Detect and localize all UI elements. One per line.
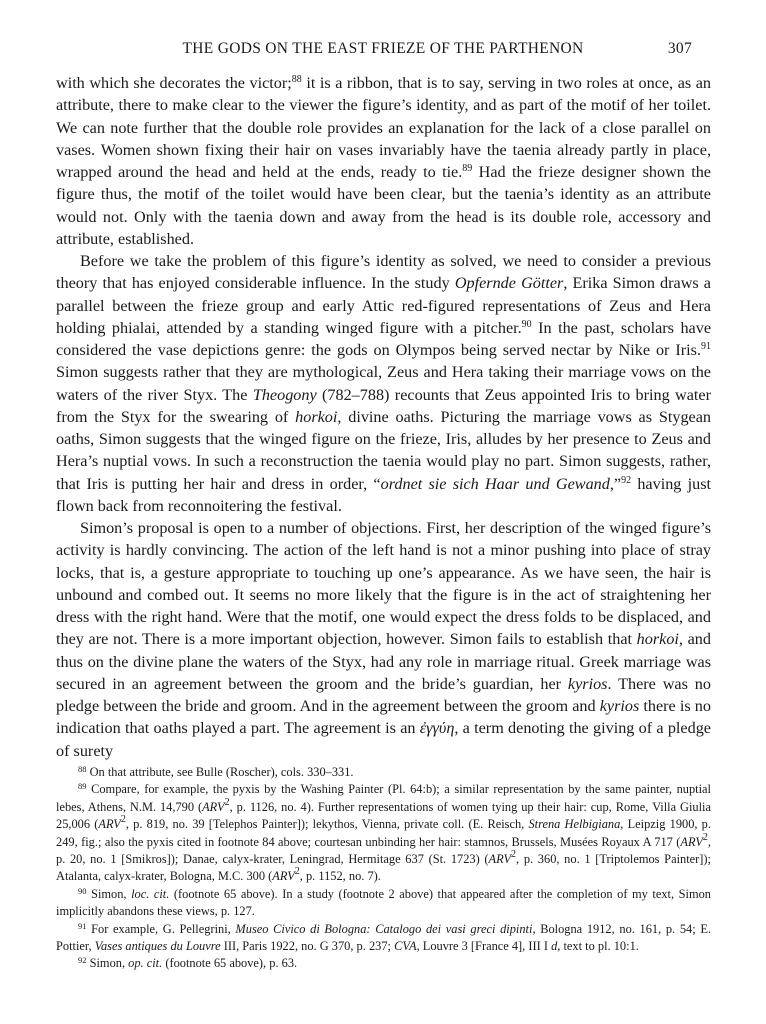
text-run: ,”	[609, 474, 622, 493]
italic-text: ARV	[680, 834, 703, 849]
text-run: with which she decorates the victor;	[56, 74, 292, 92]
paragraph-1	[56, 72, 711, 250]
running-head	[0, 40, 766, 60]
footnote-number: 89	[78, 781, 87, 792]
text-run: Before we take the problem of this figure’s identity as solved, we need to consider a previous theory that has enjoyed considerable influence. In the study	[56, 252, 711, 293]
italic-text: kyrios	[599, 697, 640, 715]
italic-text: ARV	[272, 869, 295, 884]
page-number: 307	[667, 40, 692, 57]
paragraph-3	[56, 517, 711, 762]
italic-text: ARV	[98, 817, 121, 832]
text-run: For example, G. Pellegrini,	[86, 921, 236, 936]
italic-text: ARV	[202, 799, 225, 814]
text-run: , p. 360, no. 1 [Triptolemos Painter]); Atalanta, calyx-krater, Bologna, M.C. 300 (	[56, 852, 711, 884]
italic-text: op. cit.	[128, 956, 163, 971]
italic-text: Strena Helbigiana	[528, 817, 621, 832]
text-run: , Bologna 1912, no. 161, p. 54; E. Pottier,	[56, 921, 711, 954]
note-ref: 89	[462, 163, 473, 174]
text-run: Compare, for example, the pyxis by the Washing Painter (Pl. 64:b); a similar representation by the same painter, nuptial lebes, Athens, N.M. 14,790 (	[56, 782, 711, 814]
text-run: . There was no pledge between the bride and groom. And in the agreement between the groom and	[56, 674, 711, 715]
text-run: Simon,	[86, 886, 132, 901]
footnote-91	[56, 921, 711, 956]
paragraph-2	[56, 250, 711, 517]
text-run: Simon’s proposal is open to a number of objections. First, her description of the winged figure’s activity is hardly convincing. The action of the left hand is not a minor pushing into place of stray locks, that is, a gesture appropriate to touching up one’s appearance. As we have seen, the hair is unbound and combed out. It seems no more likely that the figure is in the act of straightening her dress with the right hand. Were that the motif, one would expect the dress folds to be displaced, and they are not. There is a more important objection, however. Simon fails to establish that	[56, 519, 711, 649]
note-ref: 2	[702, 831, 708, 843]
italic-text: Vases antiques du Louvre	[94, 939, 221, 954]
italic-text: ordnet sie sich Haar und Gewand	[380, 474, 610, 493]
text-run: , p. 1126, no. 4). Further representations of women tying up their hair: cup, Rome, Villa Giulia 25,006 (	[56, 799, 711, 832]
note-ref: 2	[120, 814, 126, 826]
text-run: (782–788) recounts that Zeus appointed Iris to bring water from the Styx for the swearing of	[56, 385, 711, 426]
text-run: , p. 819, no. 39 [Telephos Painter]); lekythos, Vienna, private coll. (E. Reisch,	[125, 817, 529, 832]
italic-text: ἐγγύη	[419, 719, 455, 738]
note-ref: 2	[294, 866, 300, 878]
text-run: , text to pl. 10:1.	[557, 939, 639, 954]
text-run: On that attribute, see Bulle (Roscher), cols. 330–331.	[86, 765, 354, 779]
text-run: , p. 1152, no. 7).	[299, 869, 381, 884]
text-run: Had the frieze designer shown the figure thus, the motif of the toilet would have been clear, but the taenia’s identity as an attribute would not. Only with the taenia down and away from the head is its double role, accessory and attribute, established.	[56, 163, 711, 248]
italic-text: d	[551, 939, 558, 954]
italic-text: CVA	[394, 939, 417, 954]
text-run: it is a ribbon, that is to say, serving in two roles at once, as an attribute, there to make clear to the viewer the figure’s identity, and as part of the motif of her toilet. We can note further that the double role provides an explanation for the lack of a close parallel on vases. Women shown fixing their hair on vases invariably have the taenia already partly in place, wrapped around the head and held at the ends, ready to tie.	[56, 74, 712, 181]
footnote-number: 88	[78, 764, 87, 774]
text-run: having just flown back from reconnoitering the festival.	[56, 474, 711, 515]
footnote-89	[56, 781, 711, 885]
text-run: , Leipzig 1900, p. 249, fig.; also the pyxis cited in footnote 84 above; courtesan unbinding her hair: stamnos, Brussels, Musées Royaux A 717 (	[56, 817, 711, 849]
italic-text: Opfernde Götter	[454, 274, 564, 293]
note-ref: 2	[511, 849, 517, 861]
text-run: , Louvre 3 [France 4], III I	[416, 939, 552, 954]
text-run: III, Paris 1922, no. G 370, p. 237;	[220, 939, 395, 954]
note-ref: 90	[521, 318, 532, 330]
footnote-88	[56, 764, 711, 781]
footnote-90	[56, 886, 711, 921]
text-run: Simon suggests rather that they are mythological, Zeus and Hera taking their marriage vows on the waters of the river Styx. The	[56, 363, 711, 404]
text-run: , divine oaths. Picturing the marriage vows as Stygean oaths, Simon suggests that the winged figure on the frieze, Iris, alludes by her presence to Zeus and Hera’s nuptial vows. In such a reconstruction the taenia would play no part. Simon suggests, rather, that Iris is putting her hair and dress in order, “	[56, 407, 711, 493]
note-ref: 88	[291, 74, 302, 85]
running-title: THE GODS ON THE EAST FRIEZE OF THE PARTHENON	[182, 40, 584, 57]
footnote-number: 91	[78, 920, 87, 931]
text-run: , Erika Simon draws a parallel between the frieze group and early Attic red-figured representations of Zeus and Hera holding phialai, attended by a standing winged figure with a pitcher.	[56, 274, 711, 337]
text-run: there is no indication that oaths played a part. The agreement is an	[56, 697, 711, 738]
text-run: (footnote 65 above). In a study (footnote 2 above) that appeared after the completion of my text, Simon implicitly abandons these views, p. 127.	[56, 886, 712, 919]
text-run: Simon,	[86, 956, 129, 971]
footnote-number: 90	[78, 885, 87, 896]
italic-text: Theogony	[252, 385, 317, 404]
italic-text: Museo Civico di Bologna: Catalogo dei vasi greci dipinti	[235, 921, 533, 936]
italic-text: horkoi	[295, 407, 338, 426]
note-ref: 2	[224, 796, 230, 808]
text-run: , and thus on the divine plane the waters of the Styx, had any role in marriage ritual. Greek marriage was secured in an agreement between the groom and the bride’s guardian, her	[56, 630, 711, 693]
footnote-number: 92	[78, 955, 87, 966]
italic-text: horkoi	[636, 630, 679, 649]
italic-text: loc. cit.	[131, 886, 170, 901]
text-run: , a term denoting the giving of a pledge of surety	[56, 719, 711, 760]
text-run: In the past, scholars have considered the vase depictions genre: the gods on Olympos being served nectar by Nike or Iris.	[56, 318, 711, 359]
footnotes	[56, 764, 711, 973]
footnote-92	[56, 955, 711, 972]
text-run: , p. 20, no. 1 [Smikros]); Danae, calyx-krater, Leningrad, Hermitage 637 (St. 1723) (	[56, 834, 711, 867]
italic-text: ARV	[488, 852, 512, 867]
text-run: (footnote 65 above), p. 63.	[162, 956, 298, 971]
note-ref: 92	[621, 474, 632, 486]
italic-text: kyrios	[567, 674, 608, 693]
note-ref: 91	[701, 341, 711, 352]
body-text	[56, 72, 711, 762]
